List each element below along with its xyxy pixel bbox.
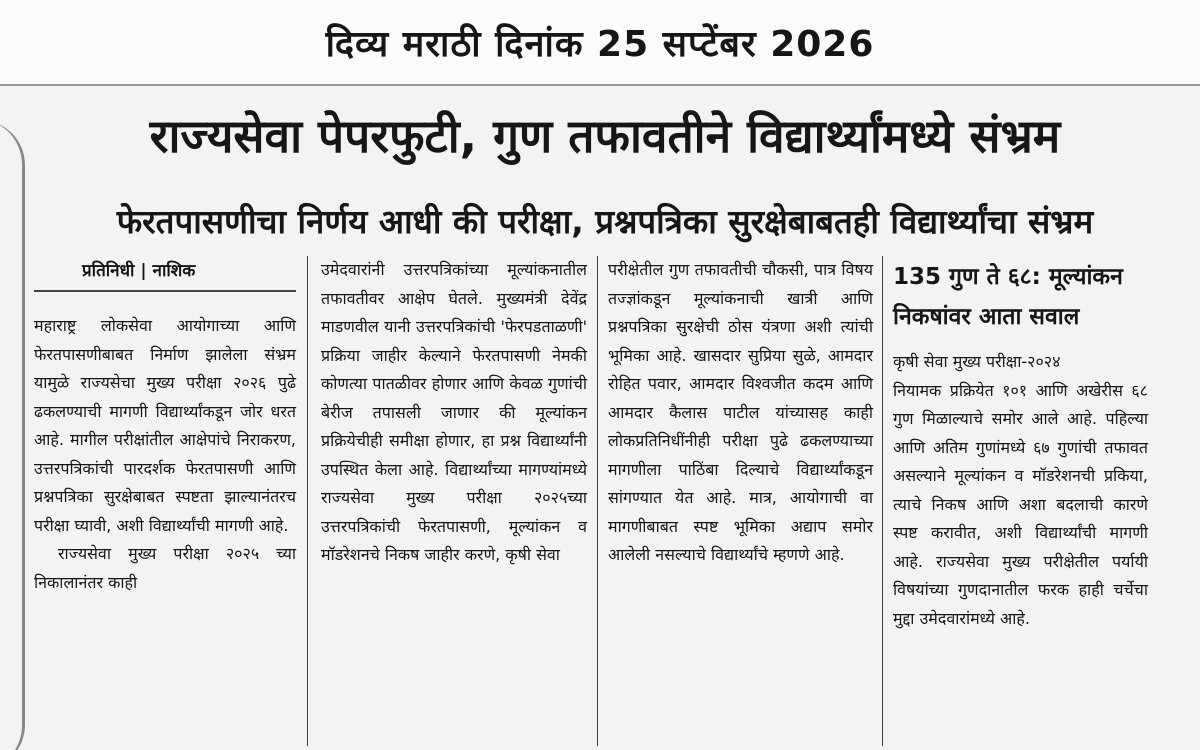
page-edge-curl — [0, 120, 25, 750]
paragraph-2: राज्यसेवा मुख्य परीक्षा २०२५ च्या निकालानंतर काही — [34, 544, 296, 592]
sidebar-headline: 135 गुण ते ६८: मूल्यांकन निकषांवर आता सवाल — [893, 264, 1123, 330]
byline: प्रतिनिधी | नाशिक — [82, 261, 196, 281]
sidebar-column — [893, 348, 1148, 633]
article-column-3 — [608, 256, 873, 570]
byline-rule — [34, 290, 296, 292]
masthead-date: दिव्य मराठी दिनांक 25 सप्टेंबर 2026 — [325, 24, 875, 65]
column-2-text: उमेदवारांनी उत्तरपत्रिकांच्या मूल्यांकनातील तफावतीवर आक्षेप घेतले. मुख्यमंत्री देवेंद्र माडणवील यानी उत्तरपत्रिकांची 'फेरपडताळणी' प्रक्रिया जाहीर केल्याने फेरतपासणी नेमकी कोणत्या पातळीवर होणार आणि केवळ गुणांची बेरीज तपासली जाणार की मूल्यांकन प्रक्रियेचीही समीक्षा होणार, हा प्रश्न विद्यार्थ्यांनी उपस्थित केला आहे. विद्यार्थ्यांच्या मागण्यांमध्ये राज्यसेवा मुख्य परीक्षा २०२५च्या उत्तरपत्रिकांची फेरतपासणी, मूल्यांकन व मॉडरेशनचे निकष जाहीर करणे, कृषी सेवा — [321, 260, 587, 564]
article-column-2 — [321, 256, 587, 570]
column-3-text: परीक्षेतील गुण तफावतीची चौकसी, पात्र विषय तज्ज्ञांकडून मूल्यांकनाची खात्री आणि प्रश्नपत्रिका सुरक्षेची ठोस यंत्रणा अशी त्यांची भूमिका आहे. खासदार सुप्रिया सुळे, आमदार रोहित पवार, आमदार विश्वजीत कदम आणि आमदार कैलास पाटील यांच्यासह काही लोकप्रतिनिधींनीही परीक्षा पुढे ढकलण्याच्या मागणीला पाठिंबा दिल्याचे विद्यार्थ्यांकडून सांगण्यात येत आहे. मात्र, आयोगाची वा मागणीबाबत स्पष्ट भूमिका अद्याप समोर आलेली नसल्याचे विद्यार्थ्यांचे म्हणणे आहे. — [608, 260, 873, 564]
headline: राज्यसेवा पेपरफुटी, गुण तफावतीने विद्यार्थ्यांमध्ये संभ्रम — [149, 109, 1061, 163]
subheadline: फेरतपासणीचा निर्णय आधी की परीक्षा, प्रश्नपत्रिका सुरक्षेबाबतही विद्यार्थ्यांचा संभ्रम — [116, 202, 1094, 241]
paragraph-1: महाराष्ट्र लोकसेवा आयोगाच्या आणि फेरतपासणीबाबत निर्माण झालेला संभ्रम यामुळे राज्यसेचा मुख्य परीक्षा २०२६ पुढे ढकलण्याची मागणी विद्यार्थ्यांकडून जोर धरत आहे. मागील परीक्षांतील आक्षेपांचे निराकरण, उत्तरपत्रिकांची पारदर्शक फेरतपासणी आणि प्रश्नपत्रिका सुरक्षेबाबत स्पष्टता झाल्यानंतरच परीक्षा घ्यावी, अशी विद्यार्थ्यांची मागणी आहे. — [34, 316, 296, 535]
sidebar-subhead: कृषी सेवा मुख्य परीक्षा-२०२४ — [893, 352, 1061, 371]
sidebar-body: नियामक प्रक्रियेत १०१ आणि अखेरीस ६८ गुण मिळाल्याचे समोर आले आहे. पहिल्या आणि अतिम गुणांमध्ये ६७ गुणांची तफावत असल्याने मूल्यांकन व मॉडरेशनची प्रकिया, त्याचे निकष आणि अशा बदलाची कारणे स्पष्ट करावीत, अशी विद्यार्थ्यांची मागणी आहे. राज्यसेवा मुख्य परीक्षेतील पर्यायी विषयांच्या गुणदानातील फरक हाही चर्चेचा मुद्दा उमेदवारांमध्ये आहे. — [893, 380, 1148, 628]
masthead-band — [0, 0, 1200, 86]
column-divider — [597, 256, 598, 746]
article-column-1 — [34, 312, 296, 597]
column-divider — [307, 256, 308, 746]
sidebar-divider — [882, 256, 883, 746]
